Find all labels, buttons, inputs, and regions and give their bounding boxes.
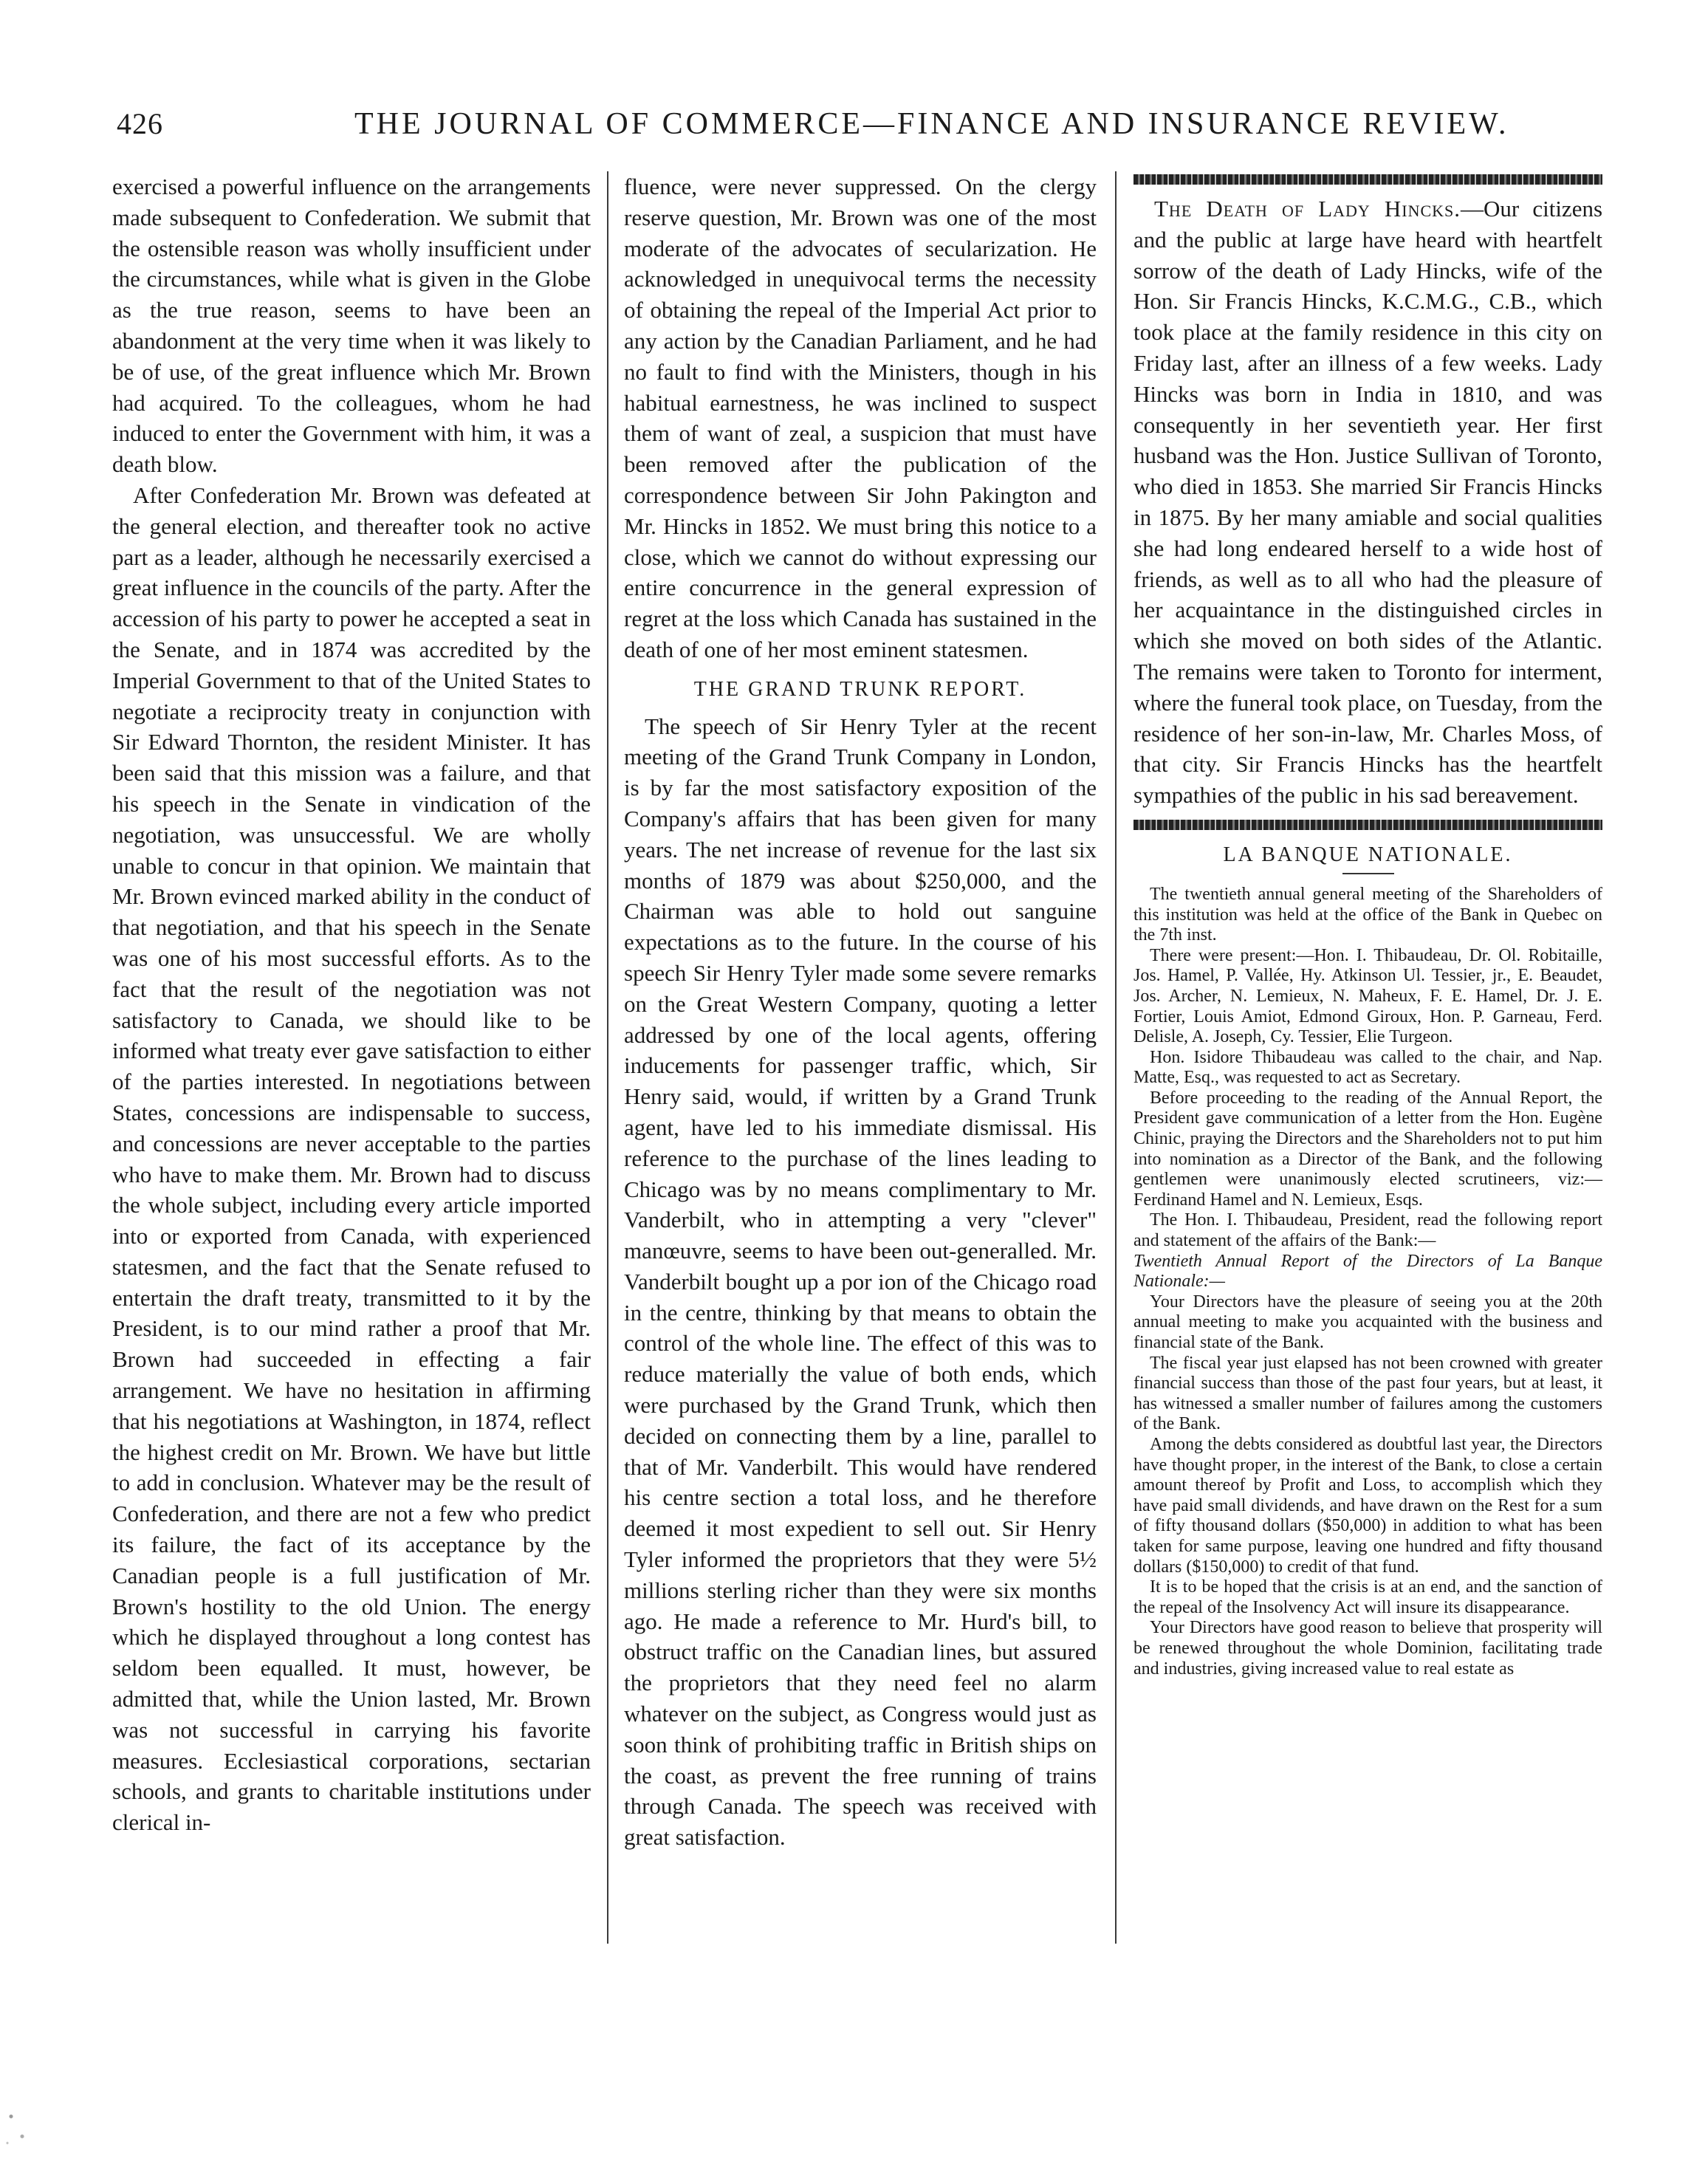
ornamental-rule bbox=[1133, 174, 1602, 185]
report-paragraph: Your Directors have the pleasure of seeing you at the 20th annual meeting to make you acquainted with the business and financial state of the Bank. bbox=[1133, 1292, 1602, 1352]
paper-speckle bbox=[0, 2090, 37, 2156]
column-divider bbox=[607, 171, 608, 1944]
report-paragraph: The Hon. I. Thibaudeau, President, read the following report and statement of the affairs of the Bank:— bbox=[1133, 1210, 1602, 1251]
journal-title: THE JOURNAL OF COMMERCE—FINANCE AND INSURANCE REVIEW. bbox=[354, 107, 1509, 141]
article-paragraph: exercised a powerful influence on the arrangements made subsequent to Confederation. We submit that the ostensible reason was wholly insufficient under the circumstances, while what is given in the Globe as the true reason, seems to have been an abandonment at the very time when it was likely to be of use, of the great influence which Mr. Brown had acquired. To the colleagues, whom he had induced to enter the Government with him, it was a death blow. bbox=[112, 174, 591, 478]
report-paragraph: Before proceeding to the reading of the Annual Report, the President gave communication of a letter from the Hon. Eugène Chinic, praying the Directors and the Shareholders not to put him into nomination as a Director of the Bank, and the following gentlemen were unanimously elected scrutineers, viz:—Ferdinand Hamel and N. Lemieux, Esqs. bbox=[1133, 1088, 1602, 1210]
column-divider bbox=[1115, 171, 1117, 1944]
article-paragraph: After Confederation Mr. Brown was defeated at the general election, and thereafter took no active part as a leader, although he necessarily exercised a great influence in the councils of the party. After the accession of his party to power he accepted a seat in the Senate, and in 1874 was accredited by the Imperial Government to that of the United States to negotiate a reciprocity treaty in conjunction with Sir Edward Thornton, the resident Minister. It has been said that this mission was a failure, and that his speech in the Senate in vindication of the negotiation, was unsuccessful. We are wholly unable to concur in that opinion. We maintain that Mr. Brown evinced marked ability in the conduct of that negotiation, and that his speech in the Senate was one of his most successful efforts. As to the fact that the result of the negotiation was not satisfactory to Canada, we should like to be informed what treaty ever gave satisfaction to either of the parties interested. In negotiations between States, concessions are indispensable to success, and concessions are never acceptable to the parties who have to make them. Mr. Brown had to discuss the whole subject, including every article imported into or exported from Canada, with experienced statesmen, and the fact that the Senate refused to entertain the draft treaty, transmitted to it by the President, is to our mind rather a proof that Mr. Brown had succeeded in effecting a fair arrangement. We have no hesitation in affirming that his negotiations at Washington, in 1874, reflect the highest credit on Mr. Brown. We have but little to add in conclusion. Whatever may be the result of Confederation, and there are not a few who predict its failure, the fact of its acceptance by the Canadian people is a full justification of Mr. Brown's hostility to the old Union. The energy which he displayed throughout a long contest has seldom been equalled. It must, however, be admitted that, while the Union lasted, Mr. Brown was not successful in carrying his favorite measures. Ecclesiastical corporations, sectarian schools, and grants to charitable institutions under clerical in- bbox=[112, 481, 591, 1836]
report-paragraph: Among the debts considered as doubtful last year, the Directors have thought proper, in the interest of the Bank, to close a certain amount thereof by Profit and Loss, to accomplish which they have paid small dividends, and have drawn on the Rest for a sum of fifty thousand dollars ($50,000) in addition to what has been taken for same purpose, leaving one hundred and fifty thousand dollars ($150,000) to credit of that fund. bbox=[1133, 1434, 1602, 1577]
report-paragraph: Hon. Isidore Thibaudeau was called to the chair, and Nap. Matte, Esq., was requested to act as Secretary. bbox=[1133, 1047, 1602, 1088]
article-paragraph: The speech of Sir Henry Tyler at the recent meeting of the Grand Trunk Company in London, is by far the most satisfactory exposition of the Company's affairs that has been given for many years. The net increase of revenue for the last six months of 1879 was about $250,000, and the Chairman was able to hold out sanguine expectations as to the future. In the course of his speech Sir Henry Tyler made some severe remarks on the Great Western Company, quoting a letter addressed by one of the local agents, offering inducements for passenger traffic, which, Sir Henry said, would, if written by a Grand Trunk agent, have led to his immediate dismissal. His reference to the purchase of the lines leading to Chicago was by no means complimentary to Mr. Vanderbilt, who in attempting a very "clever" manœuvre, seems to have been out-generalled. Mr. Vanderbilt bought up a por ion of the Chicago road in the centre, thinking by that means to obtain the control of the whole line. The effect of this was to reduce materially the value of both ends, which were purchased by the Grand Trunk, which then decided on connecting them by a line, parallel to that of Mr. Vanderbilt. This would have rendered his centre section a total loss, and he therefore deemed it most expedient to sell out. Sir Henry Tyler informed the proprietors that they were 5½ millions sterling richer than they were six months ago. He made a reference to Mr. Hurd's bill, to obstruct traffic on the Canadian lines, but assured the proprietors that they need feel no alarm whatever on the subject, as Congress would just as soon think of prohibiting traffic in British ships on the coast, as prevent the free running of trains through Canada. The speech was received with great satisfaction. bbox=[624, 713, 1097, 1851]
report-paragraph: The twentieth annual general meeting of the Shareholders of this institution was held at the office of the Bank in Quebec on the 7th inst. bbox=[1133, 884, 1602, 945]
page-number: 426 bbox=[117, 107, 163, 140]
page-header bbox=[111, 103, 1610, 155]
report-paragraph: It is to be hoped that the crisis is at an end, and the sanction of the repeal of the Insolvency Act will insure its disappearance. bbox=[1133, 1577, 1602, 1617]
report-paragraph: There were present:—Hon. I. Thibaudeau, Dr. Ol. Robitaille, Jos. Hamel, P. Vallée, Hy. Atkinson Ul. Tessier, jr., E. Beaudet, Jos. Archer, N. Lemieux, N. Maheux, F. E. Hamel, Dr. J. E. Fortier, Louis Amiot, Edmond Giroux, Hon. P. Garneau, Ferd. Delisle, A. Joseph, Cy. Tessier, Elie Turgeon. bbox=[1133, 945, 1602, 1047]
article-column-1 bbox=[112, 171, 591, 1838]
section-heading-banque: LA BANQUE NATIONALE. bbox=[1223, 843, 1513, 866]
banque-report bbox=[1133, 885, 1602, 1679]
article-paragraph: fluence, were never suppressed. On the clergy reserve question, Mr. Brown was one of the most moderate of the advocates of secularization. He acknowledged in unequivocal terms the necessity of obtaining the repeal of the Imperial Act prior to any action by the Canadian Parliament, and he had no fault to find with the Ministers, though in his habitual earnestness, he was inclined to suspect them of want of zeal, a suspicion that must have been removed after the publication of the correspondence between Sir John Pakington and Mr. Hincks in 1852. We must bring this notice to a close, which we cannot do without expressing our entire concurrence in the general expression of regret at the loss which Canada has sustained in the death of one of her most eminent statesmen. bbox=[624, 174, 1097, 662]
notice-text: —Our citizens and the public at large have heard with heartfelt sorrow of the death of Lady Hincks, wife of the Hon. Sir Francis Hincks, K.C.M.G., C.B., which took place at the family residence in this city on Friday last, after an illness of a few weeks. Lady Hincks was born in India in 1810, and was consequently in her seventieth year. Her first husband was the Hon. Justice Sullivan of Toronto, who died in 1853. She married Sir Francis Hincks in 1875. By her many amiable and social qualities she had long endeared herself to a wide host of friends, as well as to all who had the pleasure of her acquaintance in the distinguished circles in which she moved on both sides of the Atlantic. The remains were taken to Toronto for interment, where the funeral took place, on Tuesday, from the residence of her son-in-law, Mr. Charles Moss, of that city. Sir Francis Hincks has the heartfelt sympathies of the public in his sad bereavement. bbox=[1133, 196, 1603, 809]
report-paragraph: Your Directors have good reason to believe that prosperity will be renewed throughout the whole Dominion, facilitating trade and industries, giving increased value to real estate as bbox=[1133, 1618, 1602, 1679]
report-title: Twentieth Annual Report of the Directors of La Banque Nationale:— bbox=[1133, 1251, 1602, 1292]
notice-title: The Death of Lady Hincks. bbox=[1154, 196, 1461, 222]
article-column-2 bbox=[624, 171, 1097, 1853]
article-column-3 bbox=[1133, 171, 1602, 1679]
heading-rule bbox=[1342, 873, 1394, 874]
notice-paragraph bbox=[1133, 193, 1602, 811]
ornamental-rule bbox=[1133, 820, 1602, 830]
section-heading-grand-trunk: THE GRAND TRUNK REPORT. bbox=[693, 677, 1027, 701]
report-paragraph: The fiscal year just elapsed has not been crowned with greater financial success than those of the past four years, but at least, it has witnessed a smaller number of failures among the customers of the Bank. bbox=[1133, 1353, 1602, 1434]
